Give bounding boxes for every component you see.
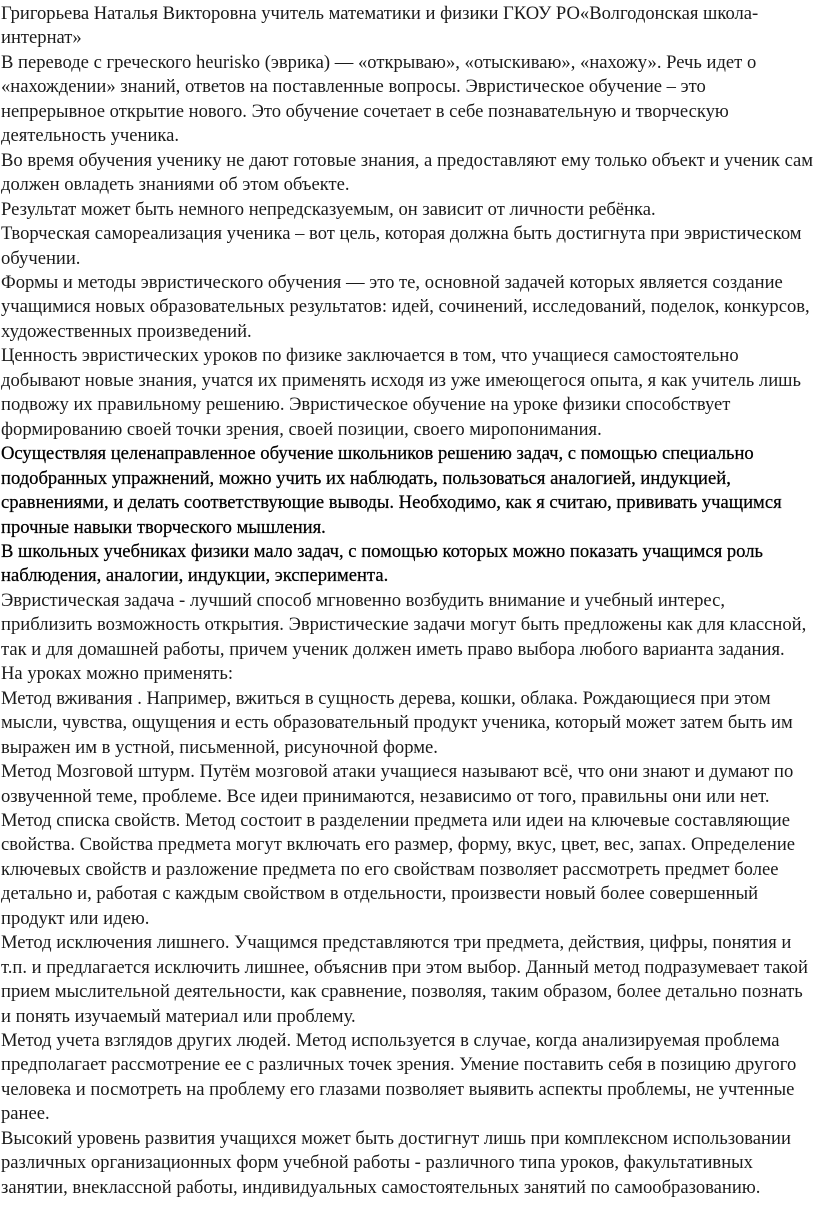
- paragraph-methods-intro: На уроках можно применять:: [1, 663, 234, 685]
- paragraph-value-physics: Ценность эвристических уроков по физике заключается в том, что учащиеся самостоятельно добывают новые знания, учатся их применять исходя из уже имеющегося опыта, я как учитель лишь подвожу их правильному решению. Эвристическое обучение на уроке физики способствует формированию своей точки зрения, своей позиции, своего миропонимания.: [1, 345, 801, 440]
- paragraph-method-brainstorm: Метод Мозговой штурм. Путём мозговой атаки учащиеся называют всё, что они знают и думают по озвученной теме, проблеме. Все идеи принимаются, независимо от того, правильны они или нет.: [1, 761, 794, 807]
- paragraph-heuristic-task: Эвристическая задача - лучший способ мгновенно возбудить внимание и учебный интерес, приблизить возможность открытия. Эвристические задачи могут быть предложены как для классной, так и для домашней работы, причем ученик должен иметь право выбора любого варианта задания.: [1, 589, 807, 660]
- author-line: Григорьева Наталья Викторовна учитель математики и физики ГКОУ РО«Волгодонская школа-интернат»: [1, 3, 759, 49]
- paragraph-method-empathy: Метод вживания . Например, вжиться в сущность дерева, кошки, облака. Рождающиеся при этом мысли, чувства, ощущения и есть образовательный продукт ученика, который может затем быть им выражен им в устной, письменной, рисуночной форме.: [1, 687, 793, 758]
- paragraph-conclusion: Высокий уровень развития учащихся может быть достигнут лишь при комплексном использовании различных организационных форм учебной работы - различного типа уроков, факультативных занятии, внеклассной работы, индивидуальных самостоятельных занятий по самообразованию.: [1, 1127, 791, 1198]
- paragraph-goal: Творческая самореализация ученика – вот цель, которая должна быть достигнута при эвристическом обучении.: [1, 223, 802, 269]
- paragraph-definition: В переводе с греческого heurisko (эврика) — «открываю», «отыскиваю», «нахожу». Речь идет о «нахождении» знаний, ответов на поставленные вопросы. Эвристическое обучение – это непрерывное открытие нового. Это обучение сочетает в себе познавательную и творческую деятельность ученика.: [1, 51, 757, 147]
- paragraph-method-properties: Метод списка свойств. Метод состоит в разделении предмета или идеи на ключевые составляющие свойства. Свойства предмета могут включать его размер, форму, вкус, цвет, вес, запах. Определение ключевых свойств и разложение предмета по его свойствам позволяет рассмотреть предмет более детально и, работая с каждым свойством в отдельности, произвести новый более совершенный продукт или идею.: [1, 809, 796, 929]
- paragraph-targeted-learning: Осуществляя целенаправленное обучение школьников решению задач, с помощью специально подобранных упражнений, можно учить их наблюдать, пользоваться аналогией, индукцией, сравнениями, и делать соответствующие выводы. Необходимо, как я считаю, прививать учащимся прочные навыки творческого мышления.: [1, 443, 782, 538]
- paragraph-result: Результат может быть немного непредсказуемым, он зависит от личности ребёнка.: [1, 198, 656, 220]
- paragraph-textbooks: В школьных учебниках физики мало задач, с помощью которых можно показать учащимся роль наблюдения, аналогии, индукции, эксперимента.: [1, 540, 763, 587]
- paragraph-forms-methods: Формы и методы эвристического обучения — это те, основной задачей которых является создание учащимися новых образовательных результатов: идей, сочинений, исследований, поделок, конкурсов, художественных произведений.: [1, 271, 810, 342]
- paragraph-method-exclusion: Метод исключения лишнего. Учащимся представляются три предмета, действия, цифры, понятия и т.п. и предлагается исключить лишнее, объяснив при этом выбор. Данный метод подразумевает такой прием мыслительной деятельности, как сравнение, позволяя, таким образом, более детально познать и понять изучаемый материал или проблему.: [1, 932, 808, 1027]
- paragraph-method-perspectives: Метод учета взглядов других людей. Метод используется в случае, когда анализируемая проблема предполагает рассмотрение ее с различных точек зрения. Умение поставить себя в позицию другого человека и посмотреть на проблему его глазами позволяет выявить аспекты проблемы, не учтенные ранее.: [1, 1030, 797, 1125]
- paragraph-learning-process: Во время обучения ученику не дают готовые знания, а предоставляют ему только объект и ученик сам должен овладеть знаниями об этом объекте.: [1, 149, 814, 196]
